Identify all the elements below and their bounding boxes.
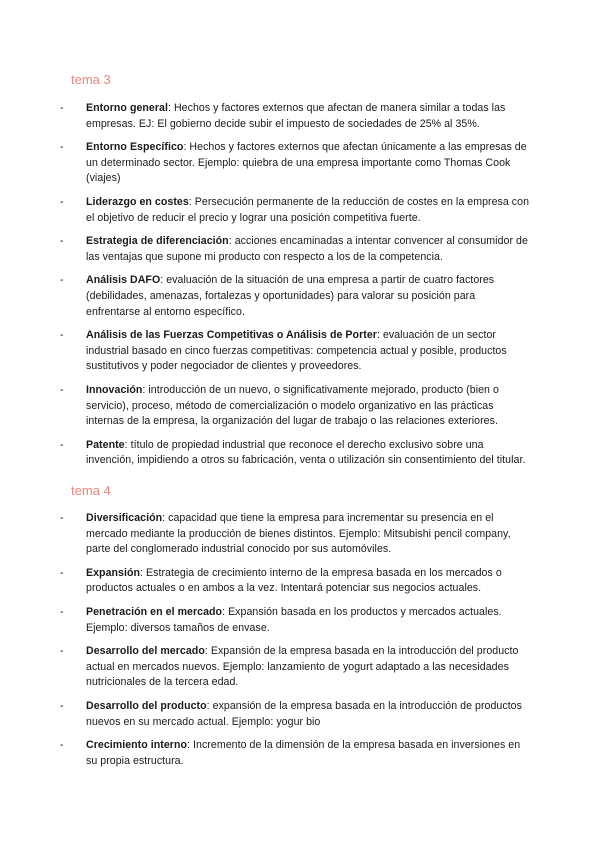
definition-text: : expansión de la empresa basada en la introducción de productos nuevos en su mercado actual. Ejemplo: yogur bio [86,699,522,728]
definition-term: Diversificación [86,512,163,524]
definition-text: : Incremento de la dimensión de la empresa basada en inversiones en su propia estructura. [86,739,521,767]
definition-term: Desarrollo del producto [86,699,207,712]
section-title-tema-3: tema 3 [71,72,111,87]
definition-item [60,511,530,558]
definition-item [60,605,530,636]
definition-list-tema-4 [60,511,530,777]
definition-text: : Expansión basada en los productos y mercados actuales. Ejemplo: diversos tamaños de envase. [86,605,502,634]
definition-item [60,140,530,187]
definition-text: : evaluación de un sector industrial basado en cinco fuerzas competitivas: competencia actual y posible, productos sustitutivos y poder negociador de clientes y proveedores. [86,329,507,373]
definition-item [60,438,530,469]
bullet-dash: - [60,739,64,752]
definition-text: : Hechos y factores externos que afectan de manera similar a todas las empresas. EJ: El gobierno decide subir el impuesto de sociedades de 25% al 35%. [86,102,506,130]
definition-item [60,383,530,430]
definition-item [60,101,530,132]
bullet-dash: - [60,383,64,396]
definition-term: Innovación [86,383,143,396]
definition-term: Análisis de las Fuerzas Competitivas o Análisis de Porter [86,329,377,342]
definition-text: : Persecución permanente de la reducción de costes en la empresa con el objetivo de reducir el precio y lograr una posición competitiva fuerte. [86,195,530,224]
definition-term: Estrategia de diferenciación [86,235,229,248]
definition-term: Expansión [86,566,141,579]
bullet-dash: - [60,699,64,712]
definition-text: : acciones encaminadas a intentar convencer al consumidor de las ventajas que supone mi producto con respecto a los de la competencia. [86,235,528,263]
definition-item [60,328,530,375]
bullet-dash: - [60,141,64,154]
bullet-dash: - [60,438,64,451]
definition-item [60,644,530,691]
bullet-dash: - [60,605,64,618]
bullet-dash: - [60,195,64,208]
bullet-dash: - [60,512,64,524]
definition-item [60,566,530,597]
definition-item [60,738,530,769]
definition-item [60,273,530,320]
section-title-tema-4: tema 4 [71,483,111,498]
bullet-dash: - [60,274,64,287]
definition-term: Crecimiento interno [86,739,188,752]
definition-term: Desarrollo del mercado [86,645,205,658]
bullet-dash: - [60,102,64,114]
definition-term: Patente [86,438,125,451]
definition-text: : Hechos y factores externos que afectan únicamente a las empresas de un determinado sector. Ejemplo: quiebra de una empresa importante como Thomas Cook (viajes) [86,141,527,185]
bullet-dash: - [60,235,64,248]
definition-item [60,234,530,265]
definition-term: Penetración en el mercado [86,605,223,618]
definition-text: : título de propiedad industrial que reconoce el derecho exclusivo sobre una invención, impidiendo a otros su fabricación, venta o utilización sin consentimiento del titular. [86,438,526,467]
definition-term: Análisis DAFO [86,274,161,287]
bullet-dash: - [60,645,64,658]
bullet-dash: - [60,566,64,579]
definition-term: Liderazgo en costes [86,195,189,208]
definition-text: : introducción de un nuevo, o significativamente mejorado, producto (bien o servicio), proceso, método de comercialización o modelo organizativo en las prácticas internas de la empresa, la organización del lugar de trabajo o las relaciones exteriores. [86,383,499,428]
definition-item [60,699,530,730]
definition-term: Entorno Específico [86,141,184,154]
definition-item [60,195,530,226]
definition-text: : evaluación de la situación de una empresa a partir de cuatro factores (debilidades, amenazas, fortalezas y oportunidades) para valorar su posición para enfrentarse al entorno específico. [86,274,495,318]
definition-text: : Estrategia de crecimiento interno de la empresa basada en los mercados o productos actuales o en ambos a la vez. Intentará potenciar sus negocios actuales. [86,566,502,595]
definition-term: Entorno general [86,102,168,114]
definition-text: : Expansión de la empresa basada en la introducción del producto actual en mercados nuevos. Ejemplo: lanzamiento de yogurt adaptado a las necesidades nutricionales de la tercera edad. [86,645,519,689]
definition-list-tema-3 [60,101,530,477]
definition-text: : capacidad que tiene la empresa para incrementar su presencia en el mercado mediante la producción de bienes distintos. Ejemplo: Mitsubishi pencil company, parte del conglomerado industrial conocido por sus automóviles. [86,512,511,556]
bullet-dash: - [60,329,64,342]
